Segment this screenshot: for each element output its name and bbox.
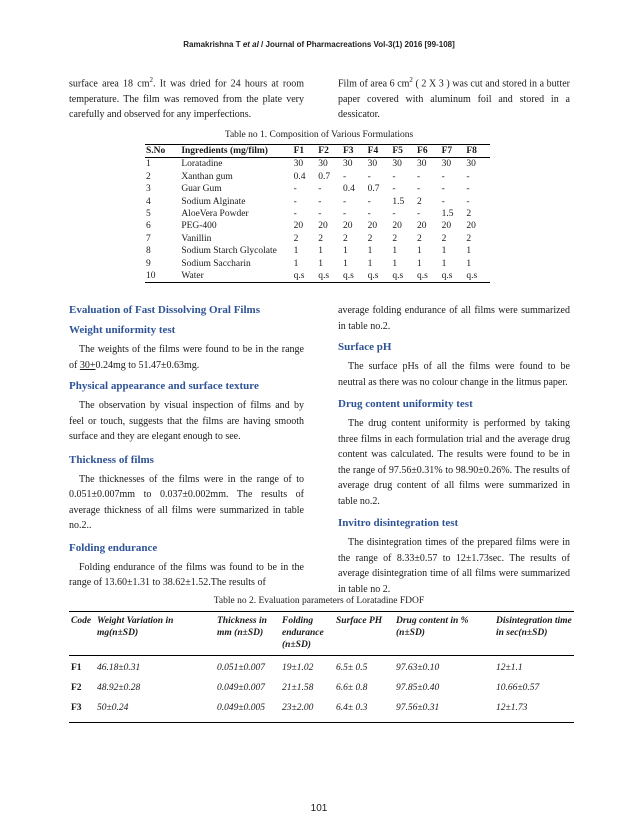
table1-cell: Sodium Starch Glycolate <box>181 246 277 257</box>
right-column <box>338 303 570 597</box>
table1-cell: 30 <box>293 159 304 170</box>
table2-header-row <box>69 612 574 656</box>
table2-code-cell: F2 <box>71 683 82 693</box>
table1-cell: 2 <box>466 209 472 220</box>
disintegration-heading: Invitro disintegration test <box>338 517 459 529</box>
table1-cell: q.s <box>441 270 466 283</box>
table1-cell: - <box>318 209 322 220</box>
table1-row <box>145 183 490 195</box>
table1-cell: 2 <box>318 233 324 244</box>
table1-cell: Water <box>180 270 292 283</box>
table2-header-cell: Drug content in %(n±SD) <box>394 612 494 656</box>
table1-header-cell: F7 <box>441 145 466 158</box>
table1-header-cell: F2 <box>317 145 342 158</box>
table2-cell: 12±1.73 <box>494 696 574 723</box>
table1-cell: Loratadine <box>181 159 223 170</box>
table1-header-cell: F4 <box>367 145 392 158</box>
table1-cell: 1 <box>392 246 398 257</box>
table1-cell: 0.7 <box>367 184 380 195</box>
table1-cell: 5 <box>146 209 151 220</box>
table1-cell: - <box>318 196 322 207</box>
table1-cell: 1.5 <box>441 209 454 220</box>
evaluation-heading: Evaluation of Fast Dissolving Oral Films <box>69 304 260 316</box>
table1-cell: 1 <box>293 258 299 269</box>
table1-cell: Sodium Alginate <box>181 196 246 207</box>
table1-cell: 1 <box>367 246 373 257</box>
table1-cell: 1 <box>318 258 324 269</box>
table2-header-cell: Thickness in mm (n±SD) <box>215 612 280 656</box>
table1-row <box>145 245 490 257</box>
table1-cell: 1 <box>318 246 324 257</box>
table2-cell: 50±0.24 <box>95 696 215 723</box>
table1-header-row <box>145 145 490 158</box>
top-right-paragraph <box>338 73 570 123</box>
table1-cell: q.s <box>293 270 318 283</box>
table2-code-cell: F3 <box>69 696 95 723</box>
table1-header-cell: F5 <box>391 145 416 158</box>
table1-cell: Xanthan gum <box>181 171 233 182</box>
table1-cell: - <box>441 171 445 182</box>
table1-cell: 1 <box>293 246 299 257</box>
table2-header-cell: Weight Variation in mg(n±SD) <box>95 612 215 656</box>
film-area-sup: 2 <box>409 76 413 84</box>
table1-cell: 20 <box>466 221 476 232</box>
table1-cell: 1 <box>466 258 472 269</box>
table1-row <box>145 220 490 232</box>
table1-cell: - <box>441 196 445 207</box>
weight-text-start: The weights of the films were found to be in the range of <box>69 344 304 371</box>
table2-cell: 0.049±0.007 <box>217 683 265 693</box>
physical-appearance-heading: Physical appearance and surface texture <box>69 380 259 392</box>
table1-cell: - <box>417 209 421 220</box>
table1-cell: 0.4 <box>293 171 306 182</box>
weight-uniformity-heading: Weight uniformity test <box>69 324 176 336</box>
table1-cell: q.s <box>465 270 490 283</box>
table2-cell: 97.85±0.40 <box>396 683 440 693</box>
table2-code-cell: F1 <box>71 663 82 673</box>
drug-content-heading: Drug content uniformity test <box>338 398 473 410</box>
table2-header-cell: Folding endurance (n±SD) <box>280 612 334 656</box>
table1-row <box>145 171 490 183</box>
table1-cell: 1 <box>342 258 348 269</box>
running-head-journal: / Journal of Pharmacreations Vol-3(1) 2016 [99-108] <box>258 40 455 49</box>
table1-cell: 3 <box>146 184 151 195</box>
table1-cell: 30 <box>392 159 402 170</box>
film-area-text-2: ( 2 X 3 ) was cut and stored in a butter paper covered with aluminum foil and stored in a dessicator. <box>338 78 570 121</box>
table1-cell: 20 <box>342 221 353 232</box>
table1-row <box>145 270 490 283</box>
disintegration-text: The disintegration times of the prepared films were in the range of 8.33±0.57 to 12±1.73sec. The results of average disintegration time of all films were summarized in table no 2. <box>338 537 570 595</box>
table2-cell: 23±2.00 <box>280 696 334 723</box>
table1-cell: 9 <box>146 258 151 269</box>
physical-appearance-text: The observation by visual inspection of films and by feel or touch, suggests that the films are having smooth surface and they are elegant enough to see. <box>69 400 304 442</box>
evaluation-table <box>69 611 574 723</box>
thickness-text: The thicknesses of the films were in the range of to 0.051±0.007mm to 0.037±0.002mm. The results of average thickness of all films were summarized in table no.2.. <box>69 473 304 531</box>
table1-cell: 8 <box>146 246 151 257</box>
table1-cell: 20 <box>441 221 452 232</box>
table1-cell: 2 <box>466 233 472 244</box>
table1-cell: - <box>342 196 347 207</box>
surface-ph-heading: Surface pH <box>338 341 392 353</box>
table1-cell: 30 <box>318 159 328 170</box>
table1-cell: 2 <box>441 233 447 244</box>
table1-cell: 20 <box>293 221 304 232</box>
table1-cell: - <box>392 171 396 182</box>
table1-cell: - <box>293 184 297 195</box>
table2-cell: 12±1.1 <box>496 663 523 673</box>
table1-cell: q.s <box>391 270 416 283</box>
top-left-paragraph <box>69 73 304 123</box>
table1-cell: - <box>466 184 470 195</box>
table2-row <box>69 656 574 677</box>
table1-cell: 1 <box>441 258 447 269</box>
table1-cell: 20 <box>392 221 402 232</box>
table1-cell: 1 <box>392 258 398 269</box>
table1-cell: 7 <box>146 233 151 244</box>
table1-cell: - <box>342 171 347 182</box>
thickness-heading: Thickness of films <box>69 453 154 466</box>
table2-cell: 10.66±0.57 <box>496 683 540 693</box>
table1-cell: 6 <box>146 221 151 232</box>
table1-cell: 1 <box>342 246 348 257</box>
table1-cell: - <box>417 171 421 182</box>
table1-cell: - <box>367 196 371 207</box>
table1-cell: 4 <box>146 196 151 207</box>
table1-cell: - <box>293 196 297 207</box>
table2-cell: 19±1.02 <box>282 663 314 673</box>
table1-header-cell: Ingredients (mg/film) <box>180 145 292 158</box>
table2-cell: 0.049±0.005 <box>215 696 280 723</box>
table1-header-cell: S.No <box>145 145 180 158</box>
table1-cell: q.s <box>416 270 441 283</box>
surface-ph-text: The surface pHs of all the films were found to be neutral as there was no colour change in the litmus paper. <box>338 361 570 388</box>
table1-row <box>145 158 490 171</box>
table2-cell: 0.051±0.007 <box>217 663 265 673</box>
table1-row <box>145 233 490 245</box>
table1-row <box>145 196 490 208</box>
page-number: 101 <box>310 803 328 814</box>
table1-cell: 2 <box>417 233 422 244</box>
table1-header-cell: F1 <box>293 145 318 158</box>
running-head-author: Ramakrishna T <box>183 40 241 49</box>
left-column <box>69 304 304 591</box>
table1-cell: - <box>466 171 470 182</box>
table2-header-cell: Disintegration time in sec(n±SD) <box>494 612 574 656</box>
table1-cell: - <box>441 184 445 195</box>
table2-header-cell: Code <box>69 612 95 656</box>
surface-area-text-2: . It was dried for 24 hours at room <box>153 78 304 90</box>
folding-endurance-text: Folding endurance of the films was found to be in the range of 13.60±1.31 to 38.62±1.52.The results of <box>69 561 304 588</box>
table1-header-cell: F6 <box>416 145 441 158</box>
table1-cell: 2 <box>293 233 299 244</box>
surface-area-sup: 2 <box>149 76 154 84</box>
table1-cell: - <box>293 209 297 220</box>
table1-cell: 2 <box>146 171 151 182</box>
table1-cell: 10 <box>145 270 180 283</box>
folding-endurance-continued: average folding endurance of all films were summarized in table no.2. <box>338 305 570 332</box>
table1-cell: 2 <box>367 233 373 244</box>
weight-text-underlined: 30+ <box>79 359 96 371</box>
table2-cell: 46.18±0.31 <box>97 663 141 673</box>
table1-caption: Table no 1. Composition of Various Formulations <box>224 130 414 140</box>
table1-cell: q.s <box>342 270 367 283</box>
drying-text: temperature. The film was removed from the plate very carefully and observed for any imperfections. <box>69 93 304 121</box>
table1-header-cell: F8 <box>465 145 490 158</box>
table2-cell: 48.92±0.28 <box>97 683 141 693</box>
table2-caption: Table no 2. Evaluation parameters of Loratadine FDOF <box>213 596 425 606</box>
table1-cell: Vanillin <box>181 233 212 244</box>
table2-row <box>69 676 574 696</box>
table1-cell: 30 <box>466 159 476 170</box>
table1-cell: 1 <box>441 246 447 257</box>
table1-cell: Sodium Saccharin <box>181 258 251 269</box>
table1-cell: 20 <box>367 221 378 232</box>
composition-table <box>145 144 490 283</box>
table1-cell: 2 <box>342 233 348 244</box>
weight-text-end: 0.24mg to 51.47±0.63mg. <box>95 359 200 371</box>
table2-cell: 6.5± 0.5 <box>336 663 368 673</box>
table1-cell: 0.7 <box>318 171 331 182</box>
table1-cell: PEG-400 <box>181 221 217 232</box>
table1-cell: 20 <box>417 221 427 232</box>
table2-cell: 97.56±0.31 <box>394 696 494 723</box>
table1-cell: 30 <box>367 159 378 170</box>
table1-cell: 30 <box>417 159 427 170</box>
table1-cell: 1 <box>367 258 373 269</box>
table1-cell: 1 <box>417 258 422 269</box>
table2-cell: 6.4± 0.3 <box>334 696 394 723</box>
table1-cell: - <box>367 171 371 182</box>
table2-cell: 6.6± 0.8 <box>336 683 368 693</box>
table1-cell: q.s <box>317 270 342 283</box>
table1-cell: - <box>466 196 470 207</box>
table1-cell: 2 <box>392 233 398 244</box>
table2-row <box>69 696 574 723</box>
surface-area-text: surface area 18 cm <box>69 78 150 90</box>
table1-cell: 0.4 <box>342 184 355 195</box>
table1-cell: - <box>417 184 421 195</box>
table1-cell: 1 <box>417 246 422 257</box>
table1-cell: 2 <box>417 196 422 207</box>
table1-cell: - <box>318 184 322 195</box>
table2-cell: 97.63±0.10 <box>396 663 440 673</box>
table1-cell: - <box>392 209 396 220</box>
weight-uniformity-text <box>69 342 304 373</box>
table1-row <box>145 208 490 220</box>
table2-header-cell: Surface PH <box>334 612 394 656</box>
table2-cell: 21±1.58 <box>282 683 314 693</box>
table1-cell: 1 <box>466 246 472 257</box>
table1-cell: - <box>367 209 371 220</box>
running-head-etal: et al <box>240 40 259 49</box>
table1-cell: 1.5 <box>392 196 405 207</box>
table1-cell: 20 <box>318 221 328 232</box>
table1-cell: - <box>342 209 347 220</box>
table1-cell: Guar Gum <box>181 184 222 195</box>
film-area-text: Film of area 6 cm <box>338 78 410 90</box>
table1-cell: 30 <box>441 159 452 170</box>
table1-cell: q.s <box>367 270 392 283</box>
table1-cell: - <box>392 184 396 195</box>
folding-endurance-heading: Folding endurance <box>69 541 158 554</box>
table1-cell: AloeVera Powder <box>181 209 249 220</box>
table1-cell: 30 <box>342 159 353 170</box>
table1-header-cell: F3 <box>342 145 367 158</box>
drug-content-text: The drug content uniformity is performed by taking three films in each formulation trial and the average drug content was calculated. The results were found to be in the range of 97.56±0.31% to 98.90±0.26%. The results of average drug content of all films were summarized in table no.2. <box>338 418 570 507</box>
running-head <box>0 40 638 49</box>
table1-cell: 1 <box>146 159 151 170</box>
table1-row <box>145 258 490 270</box>
